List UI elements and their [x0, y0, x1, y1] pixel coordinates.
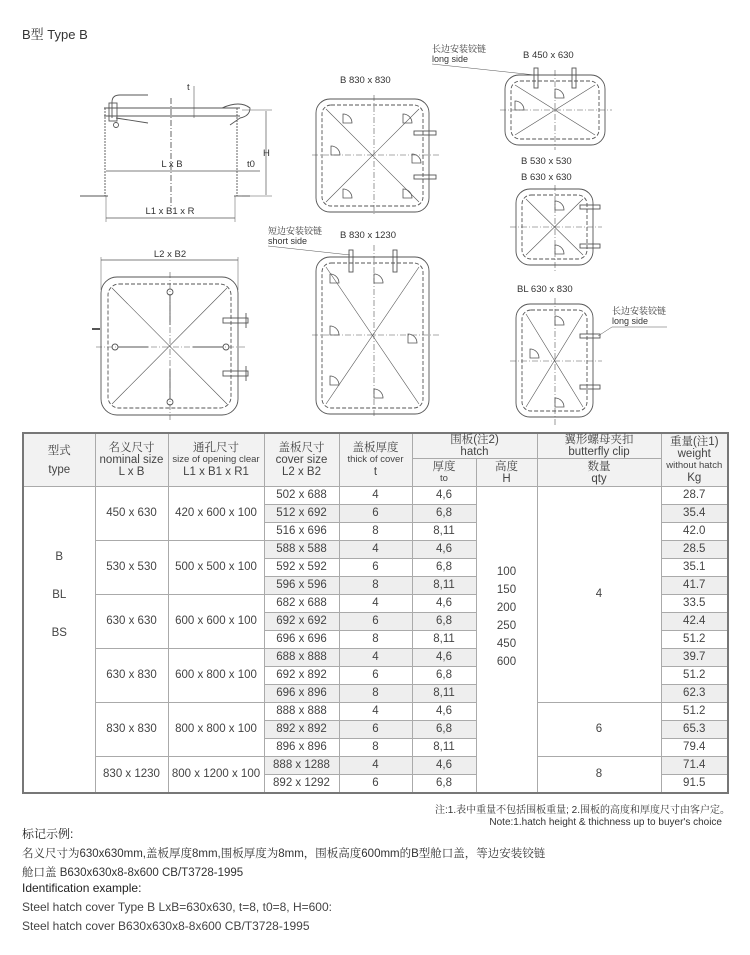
cover-size-cell: 588 x 588 — [264, 541, 339, 559]
view-label: BL 630 x 830 — [517, 284, 573, 295]
header-hatch: 围板(注2) hatch — [412, 433, 537, 459]
nominal-size-cell: 450 x 630 — [95, 487, 168, 541]
nominal-size-cell: 530 x 530 — [95, 541, 168, 595]
hatch-height-value: 100 — [496, 566, 517, 578]
hinge-note-en: long side — [612, 316, 649, 326]
section-view-drawing — [80, 86, 272, 222]
cover-thickness-cell: 6 — [339, 505, 412, 523]
cover-size-cell: 502 x 688 — [264, 487, 339, 505]
clip-qty-cell: 8 — [537, 757, 661, 794]
hatch-thickness-cell: 4,6 — [412, 487, 476, 505]
page-title: B型 Type B — [22, 27, 88, 42]
cover-size-cell: 896 x 896 — [264, 739, 339, 757]
cover-thickness-cell: 6 — [339, 775, 412, 794]
dim-label-LxB: L x B — [161, 159, 183, 170]
weight-cell: 42.0 — [661, 523, 728, 541]
header-cover-thickness: 盖板厚度 thick of cover t — [339, 433, 412, 487]
table-row — [23, 487, 728, 505]
view-label: B 530 x 530 — [521, 156, 572, 167]
cover-size-cell: 682 x 688 — [264, 595, 339, 613]
hinge-note-en: long side — [432, 54, 469, 64]
hinge-note-en: short side — [268, 236, 308, 246]
weight-cell: 28.5 — [661, 541, 728, 559]
weight-cell: 42.4 — [661, 613, 728, 631]
cover-size-cell: 512 x 692 — [264, 505, 339, 523]
hatch-thickness-cell: 8,11 — [412, 577, 476, 595]
example-line1-cn: 名义尺寸为630x630mm,盖板厚度8mm,围板厚度为8mm，围板高度600mm的B型舱口盖，等边安装铰链 — [22, 848, 546, 860]
plan-view-drawing — [92, 257, 248, 420]
opening-size-cell: 800 x 800 x 100 — [168, 703, 264, 757]
cover-size-cell: 892 x 1292 — [264, 775, 339, 794]
hatch-thickness-cell: 8,11 — [412, 685, 476, 703]
cover-thickness-cell: 4 — [339, 757, 412, 775]
view-label: B 450 x 630 — [523, 50, 574, 61]
weight-cell: 51.2 — [661, 703, 728, 721]
example-heading-cn: 标记示例: — [22, 827, 74, 841]
hatch-thickness-cell: 6,8 — [412, 505, 476, 523]
hatch-height-value: 450 — [496, 638, 517, 650]
header-hatch-thickness: 厚度 to — [412, 459, 476, 487]
cover-size-cell: 888 x 1288 — [264, 757, 339, 775]
hatch-thickness-cell: 8,11 — [412, 631, 476, 649]
header-qty: 数量 qty — [537, 459, 661, 487]
cover-thickness-cell: 4 — [339, 487, 412, 505]
dim-label-L1xB1xR: L1 x B1 x R — [145, 206, 195, 217]
header-weight: 重量(注1) weight without hatch Kg — [661, 433, 728, 487]
hatch-drawing-450x630 — [432, 64, 612, 150]
cover-thickness-cell: 8 — [339, 523, 412, 541]
clip-qty-cell: 6 — [537, 703, 661, 757]
cover-thickness-cell: 4 — [339, 541, 412, 559]
hatch-thickness-cell: 4,6 — [412, 649, 476, 667]
cover-size-cell: 892 x 892 — [264, 721, 339, 739]
cover-size-cell: 596 x 596 — [264, 577, 339, 595]
header-nominal-size: 名义尺寸 nominal size L x B — [95, 433, 168, 487]
type-value: B — [55, 551, 64, 563]
view-label: B 830 x 1230 — [340, 230, 396, 241]
hatch-drawing-630x630 — [510, 185, 602, 272]
table-row — [23, 757, 728, 775]
dim-label-t: t — [187, 82, 190, 93]
example-line1-en: Steel hatch cover Type B LxB=630x630, t=8, t0=8, H=600: — [22, 900, 332, 914]
cover-size-cell: 688 x 888 — [264, 649, 339, 667]
header-butterfly-clip: 翼形螺母夹扣 butterfly clip — [537, 433, 661, 459]
nominal-size-cell: 830 x 1230 — [95, 757, 168, 794]
note-en: Note:1.hatch height & thichness up to buyer's choice — [489, 817, 722, 828]
nominal-size-cell: 630 x 830 — [95, 649, 168, 703]
hatch-height-cell — [476, 487, 537, 794]
cover-thickness-cell: 4 — [339, 703, 412, 721]
hatch-thickness-cell: 6,8 — [412, 613, 476, 631]
type-value: BS — [51, 627, 67, 639]
header-cover-size: 盖板尺寸 cover size L2 x B2 — [264, 433, 339, 487]
hatch-drawing-830x1230 — [268, 245, 440, 418]
cover-size-cell: 692 x 892 — [264, 667, 339, 685]
cover-thickness-cell: 8 — [339, 577, 412, 595]
opening-size-cell: 600 x 800 x 100 — [168, 649, 264, 703]
cover-thickness-cell: 4 — [339, 595, 412, 613]
weight-cell: 65.3 — [661, 721, 728, 739]
type-value: BL — [52, 589, 67, 601]
hatch-thickness-cell: 4,6 — [412, 757, 476, 775]
cover-thickness-cell: 8 — [339, 685, 412, 703]
weight-cell: 39.7 — [661, 649, 728, 667]
header-hatch-height: 高度 H — [476, 459, 537, 487]
hinge-note-cn: 长边安装铰链 — [432, 44, 487, 54]
example-heading-en: Identification example: — [22, 881, 142, 895]
dim-label-L2xB2: L2 x B2 — [153, 249, 187, 260]
cover-thickness-cell: 6 — [339, 721, 412, 739]
hatch-thickness-cell: 6,8 — [412, 559, 476, 577]
cover-size-cell: 592 x 592 — [264, 559, 339, 577]
hatch-thickness-cell: 4,6 — [412, 595, 476, 613]
hatch-thickness-cell: 8,11 — [412, 523, 476, 541]
hatch-height-value: 200 — [496, 602, 517, 614]
weight-cell: 71.4 — [661, 757, 728, 775]
spec-table — [22, 432, 729, 794]
weight-cell: 41.7 — [661, 577, 728, 595]
opening-size-cell: 800 x 1200 x 100 — [168, 757, 264, 794]
hatch-thickness-cell: 4,6 — [412, 703, 476, 721]
weight-cell: 51.2 — [661, 631, 728, 649]
hatch-thickness-cell: 6,8 — [412, 667, 476, 685]
hatch-thickness-cell: 6,8 — [412, 775, 476, 794]
hinge-note-cn: 长边安装铰链 — [612, 306, 667, 316]
opening-size-cell: 600 x 600 x 100 — [168, 595, 264, 649]
table-row — [23, 703, 728, 721]
weight-cell: 91.5 — [661, 775, 728, 794]
hatch-height-value: 600 — [496, 656, 517, 668]
weight-cell: 28.7 — [661, 487, 728, 505]
cover-thickness-cell: 8 — [339, 739, 412, 757]
hatch-thickness-cell: 8,11 — [412, 739, 476, 757]
dim-label-H: H — [263, 148, 270, 159]
cover-thickness-cell: 6 — [339, 667, 412, 685]
hatch-drawing-830x830 — [312, 95, 440, 216]
cover-thickness-cell: 4 — [339, 649, 412, 667]
cover-thickness-cell: 6 — [339, 559, 412, 577]
cover-size-cell: 516 x 696 — [264, 523, 339, 541]
note-cn: 注:1.表中重量不包括围板重量; 2.围板的高度和厚度尺寸由客户定。 — [434, 805, 730, 816]
header-opening-size: 通孔尺寸 size of opening clear L1 x B1 x R1 — [168, 433, 264, 487]
weight-cell: 79.4 — [661, 739, 728, 757]
cover-size-cell: 692 x 692 — [264, 613, 339, 631]
view-label: B 630 x 630 — [521, 172, 572, 183]
weight-cell: 35.4 — [661, 505, 728, 523]
cover-size-cell: 888 x 888 — [264, 703, 339, 721]
cover-size-cell: 696 x 696 — [264, 631, 339, 649]
hatch-height-value: 150 — [496, 584, 517, 596]
weight-cell: 33.5 — [661, 595, 728, 613]
header-type: 型式 type — [23, 433, 95, 487]
opening-size-cell: 420 x 600 x 100 — [168, 487, 264, 541]
nominal-size-cell: 630 x 630 — [95, 595, 168, 649]
opening-size-cell: 500 x 500 x 100 — [168, 541, 264, 595]
cover-thickness-cell: 6 — [339, 613, 412, 631]
spec-table-body — [23, 487, 728, 794]
clip-qty-cell: 4 — [537, 487, 661, 703]
cover-size-cell: 696 x 896 — [264, 685, 339, 703]
weight-cell: 62.3 — [661, 685, 728, 703]
weight-cell: 35.1 — [661, 559, 728, 577]
example-line2-cn: 舱口盖 B630x630x8-8x600 CB/T3728-1995 — [22, 867, 244, 879]
dim-label-t0: t0 — [247, 159, 255, 170]
hatch-thickness-cell: 6,8 — [412, 721, 476, 739]
cover-thickness-cell: 8 — [339, 631, 412, 649]
example-line2-en: Steel hatch cover B630x630x8-8x600 CB/T3728-1995 — [22, 919, 310, 933]
technical-drawings — [0, 0, 750, 430]
hinge-note-cn: 短边安装铰链 — [268, 226, 323, 236]
view-label: B 830 x 830 — [340, 75, 391, 86]
hatch-thickness-cell: 4,6 — [412, 541, 476, 559]
weight-cell: 51.2 — [661, 667, 728, 685]
type-cell — [23, 487, 95, 794]
nominal-size-cell: 830 x 830 — [95, 703, 168, 757]
hatch-height-value: 250 — [496, 620, 517, 632]
